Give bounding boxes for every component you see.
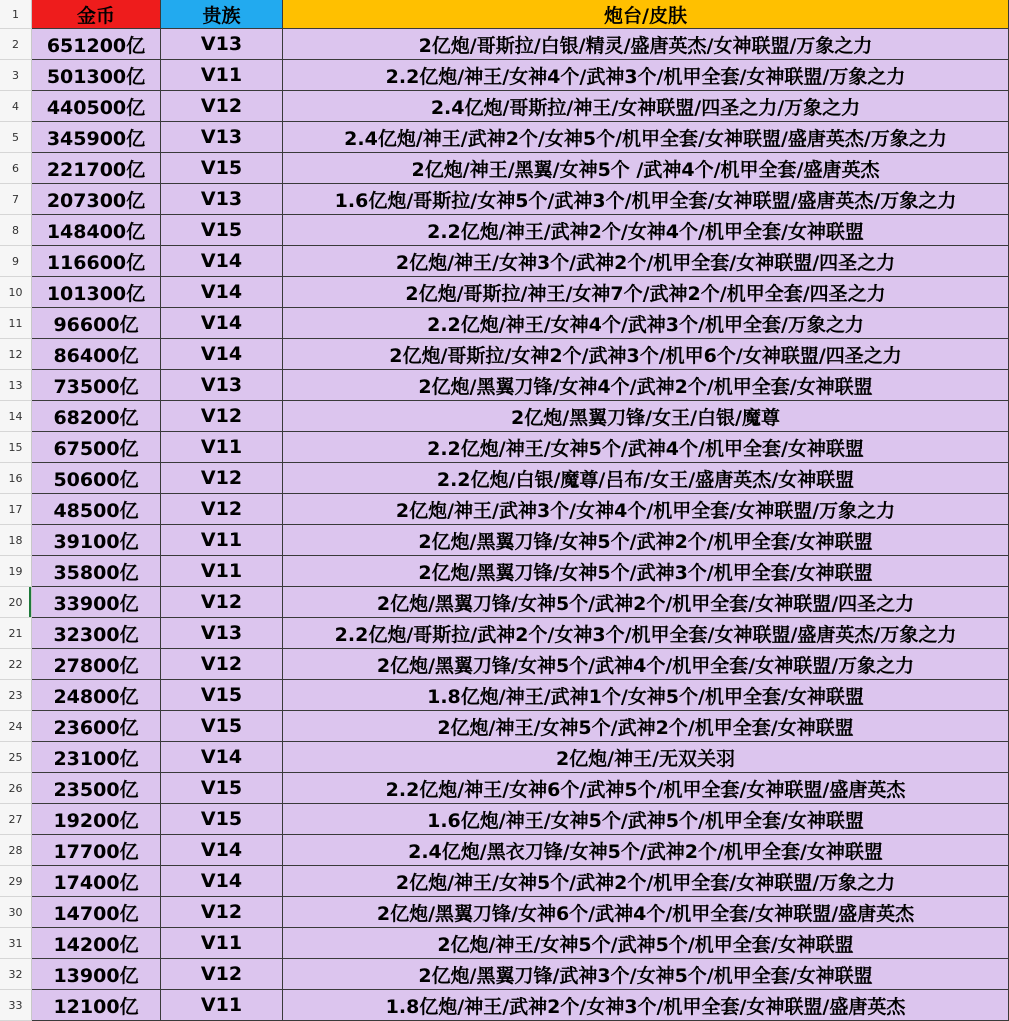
cell-noble[interactable]: V15 [161,773,283,804]
cell-noble[interactable]: V15 [161,804,283,835]
cell-skin[interactable]: 2.2亿炮/神王/女神4个/武神3个/机甲全套/万象之力 [283,308,1009,339]
row-header[interactable]: 30 [0,897,32,928]
cell-skin[interactable]: 1.8亿炮/神王/武神1个/女神5个/机甲全套/女神联盟 [283,680,1009,711]
cell-skin[interactable]: 2亿炮/哥斯拉/白银/精灵/盛唐英杰/女神联盟/万象之力 [283,29,1009,60]
cell-coin[interactable]: 96600亿 [32,308,161,339]
cell-noble[interactable]: V14 [161,246,283,277]
cell-skin[interactable]: 2.4亿炮/神王/武神2个/女神5个/机甲全套/女神联盟/盛唐英杰/万象之力 [283,122,1009,153]
cell-noble[interactable]: V15 [161,711,283,742]
cell-noble[interactable]: V11 [161,556,283,587]
cell-noble[interactable]: V14 [161,742,283,773]
cell-skin[interactable]: 2亿炮/黑翼刀锋/女神5个/武神2个/机甲全套/女神联盟/四圣之力 [283,587,1009,618]
column-header-skin[interactable]: 炮台/皮肤 [283,0,1009,29]
cell-noble[interactable]: V13 [161,618,283,649]
row-header[interactable]: 12 [0,339,32,370]
cell-noble[interactable]: V12 [161,91,283,122]
cell-skin[interactable]: 2亿炮/哥斯拉/女神2个/武神3个/机甲6个/女神联盟/四圣之力 [283,339,1009,370]
cell-skin[interactable]: 2亿炮/黑翼刀锋/女神5个/武神2个/机甲全套/女神联盟 [283,525,1009,556]
row-header[interactable]: 21 [0,618,32,649]
cell-noble[interactable]: V12 [161,401,283,432]
row-header[interactable]: 16 [0,463,32,494]
cell-coin[interactable]: 86400亿 [32,339,161,370]
cell-coin[interactable]: 23100亿 [32,742,161,773]
cell-skin[interactable]: 2亿炮/黑翼刀锋/女神5个/武神3个/机甲全套/女神联盟 [283,556,1009,587]
cell-noble[interactable]: V14 [161,277,283,308]
cell-noble[interactable]: V15 [161,153,283,184]
row-header[interactable]: 24 [0,711,32,742]
cell-skin[interactable]: 2.2亿炮/哥斯拉/武神2个/女神3个/机甲全套/女神联盟/盛唐英杰/万象之力 [283,618,1009,649]
cell-skin[interactable]: 2亿炮/神王/黑翼/女神5个 /武神4个/机甲全套/盛唐英杰 [283,153,1009,184]
cell-skin[interactable]: 2亿炮/神王/女神5个/武神5个/机甲全套/女神联盟 [283,928,1009,959]
row-header[interactable]: 17 [0,494,32,525]
row-header[interactable]: 11 [0,308,32,339]
cell-coin[interactable]: 23500亿 [32,773,161,804]
column-header-noble[interactable]: 贵族 [161,0,283,29]
cell-coin[interactable]: 651200亿 [32,29,161,60]
row-header[interactable]: 25 [0,742,32,773]
cell-coin[interactable]: 17700亿 [32,835,161,866]
cell-skin[interactable]: 2亿炮/神王/女神5个/武神2个/机甲全套/女神联盟/万象之力 [283,866,1009,897]
cell-noble[interactable]: V12 [161,959,283,990]
row-header[interactable]: 15 [0,432,32,463]
cell-skin[interactable]: 2.4亿炮/黑衣刀锋/女神5个/武神2个/机甲全套/女神联盟 [283,835,1009,866]
row-header[interactable]: 10 [0,277,32,308]
cell-noble[interactable]: V12 [161,494,283,525]
row-header[interactable]: 32 [0,959,32,990]
row-header[interactable]: 23 [0,680,32,711]
cell-noble[interactable]: V12 [161,463,283,494]
cell-coin[interactable]: 12100亿 [32,990,161,1021]
cell-coin[interactable]: 24800亿 [32,680,161,711]
cell-coin[interactable]: 14200亿 [32,928,161,959]
cell-skin[interactable]: 2亿炮/黑翼刀锋/女王/白银/魔尊 [283,401,1009,432]
cell-noble[interactable]: V14 [161,835,283,866]
cell-coin[interactable]: 440500亿 [32,91,161,122]
row-header[interactable]: 5 [0,122,32,153]
cell-skin[interactable]: 2亿炮/哥斯拉/神王/女神7个/武神2个/机甲全套/四圣之力 [283,277,1009,308]
cell-noble[interactable]: V15 [161,680,283,711]
cell-skin[interactable]: 2.2亿炮/神王/女神4个/武神3个/机甲全套/女神联盟/万象之力 [283,60,1009,91]
row-header[interactable]: 31 [0,928,32,959]
cell-coin[interactable]: 27800亿 [32,649,161,680]
cell-skin[interactable]: 2亿炮/神王/女神5个/武神2个/机甲全套/女神联盟 [283,711,1009,742]
cell-coin[interactable]: 73500亿 [32,370,161,401]
row-header[interactable]: 1 [0,0,32,29]
cell-skin[interactable]: 2.2亿炮/神王/女神6个/武神5个/机甲全套/女神联盟/盛唐英杰 [283,773,1009,804]
cell-skin[interactable]: 1.6亿炮/哥斯拉/女神5个/武神3个/机甲全套/女神联盟/盛唐英杰/万象之力 [283,184,1009,215]
cell-skin[interactable]: 1.6亿炮/神王/女神5个/武神5个/机甲全套/女神联盟 [283,804,1009,835]
cell-coin[interactable]: 33900亿 [32,587,161,618]
cell-coin[interactable]: 68200亿 [32,401,161,432]
cell-coin[interactable]: 101300亿 [32,277,161,308]
row-header[interactable]: 27 [0,804,32,835]
cell-skin[interactable]: 2亿炮/黑翼刀锋/女神5个/武神4个/机甲全套/女神联盟/万象之力 [283,649,1009,680]
row-header[interactable]: 6 [0,153,32,184]
cell-noble[interactable]: V11 [161,990,283,1021]
cell-skin[interactable]: 2.2亿炮/神王/武神2个/女神4个/机甲全套/女神联盟 [283,215,1009,246]
cell-noble[interactable]: V13 [161,29,283,60]
row-header[interactable]: 9 [0,246,32,277]
row-header[interactable]: 7 [0,184,32,215]
row-header[interactable]: 8 [0,215,32,246]
row-header[interactable]: 4 [0,91,32,122]
cell-skin[interactable]: 2亿炮/黑翼刀锋/武神3个/女神5个/机甲全套/女神联盟 [283,959,1009,990]
cell-skin[interactable]: 2.4亿炮/哥斯拉/神王/女神联盟/四圣之力/万象之力 [283,91,1009,122]
row-header[interactable]: 22 [0,649,32,680]
cell-noble[interactable]: V13 [161,370,283,401]
cell-noble[interactable]: V14 [161,339,283,370]
cell-coin[interactable]: 35800亿 [32,556,161,587]
row-header[interactable]: 28 [0,835,32,866]
cell-noble[interactable]: V11 [161,432,283,463]
cell-noble[interactable]: V12 [161,587,283,618]
row-header[interactable]: 13 [0,370,32,401]
cell-coin[interactable]: 39100亿 [32,525,161,556]
cell-noble[interactable]: V15 [161,215,283,246]
cell-coin[interactable]: 148400亿 [32,215,161,246]
cell-coin[interactable]: 501300亿 [32,60,161,91]
cell-coin[interactable]: 14700亿 [32,897,161,928]
cell-coin[interactable]: 116600亿 [32,246,161,277]
cell-noble[interactable]: V14 [161,866,283,897]
cell-noble[interactable]: V13 [161,184,283,215]
row-header[interactable]: 14 [0,401,32,432]
row-header[interactable]: 18 [0,525,32,556]
cell-noble[interactable]: V11 [161,928,283,959]
row-header[interactable]: 2 [0,29,32,60]
cell-noble[interactable]: V14 [161,308,283,339]
cell-noble[interactable]: V12 [161,897,283,928]
column-header-coin[interactable]: 金币 [32,0,161,29]
cell-coin[interactable]: 50600亿 [32,463,161,494]
cell-skin[interactable]: 1.8亿炮/神王/武神2个/女神3个/机甲全套/女神联盟/盛唐英杰 [283,990,1009,1021]
row-header[interactable]: 33 [0,990,32,1021]
cell-skin[interactable]: 2亿炮/黑翼刀锋/女神4个/武神2个/机甲全套/女神联盟 [283,370,1009,401]
cell-coin[interactable]: 207300亿 [32,184,161,215]
cell-coin[interactable]: 19200亿 [32,804,161,835]
cell-skin[interactable]: 2.2亿炮/神王/女神5个/武神4个/机甲全套/女神联盟 [283,432,1009,463]
cell-coin[interactable]: 67500亿 [32,432,161,463]
cell-coin[interactable]: 345900亿 [32,122,161,153]
cell-skin[interactable]: 2亿炮/黑翼刀锋/女神6个/武神4个/机甲全套/女神联盟/盛唐英杰 [283,897,1009,928]
cell-skin[interactable]: 2亿炮/神王/武神3个/女神4个/机甲全套/女神联盟/万象之力 [283,494,1009,525]
cell-noble[interactable]: V11 [161,525,283,556]
cell-coin[interactable]: 13900亿 [32,959,161,990]
cell-noble[interactable]: V11 [161,60,283,91]
row-header[interactable]: 26 [0,773,32,804]
cell-skin[interactable]: 2.2亿炮/白银/魔尊/吕布/女王/盛唐英杰/女神联盟 [283,463,1009,494]
row-header[interactable]: 29 [0,866,32,897]
cell-coin[interactable]: 221700亿 [32,153,161,184]
row-header[interactable]: 19 [0,556,32,587]
cell-skin[interactable]: 2亿炮/神王/女神3个/武神2个/机甲全套/女神联盟/四圣之力 [283,246,1009,277]
cell-coin[interactable]: 17400亿 [32,866,161,897]
cell-coin[interactable]: 48500亿 [32,494,161,525]
cell-coin[interactable]: 32300亿 [32,618,161,649]
row-header[interactable]: 20 [0,587,32,618]
cell-coin[interactable]: 23600亿 [32,711,161,742]
cell-skin[interactable]: 2亿炮/神王/无双关羽 [283,742,1009,773]
cell-noble[interactable]: V12 [161,649,283,680]
cell-noble[interactable]: V13 [161,122,283,153]
row-header[interactable]: 3 [0,60,32,91]
